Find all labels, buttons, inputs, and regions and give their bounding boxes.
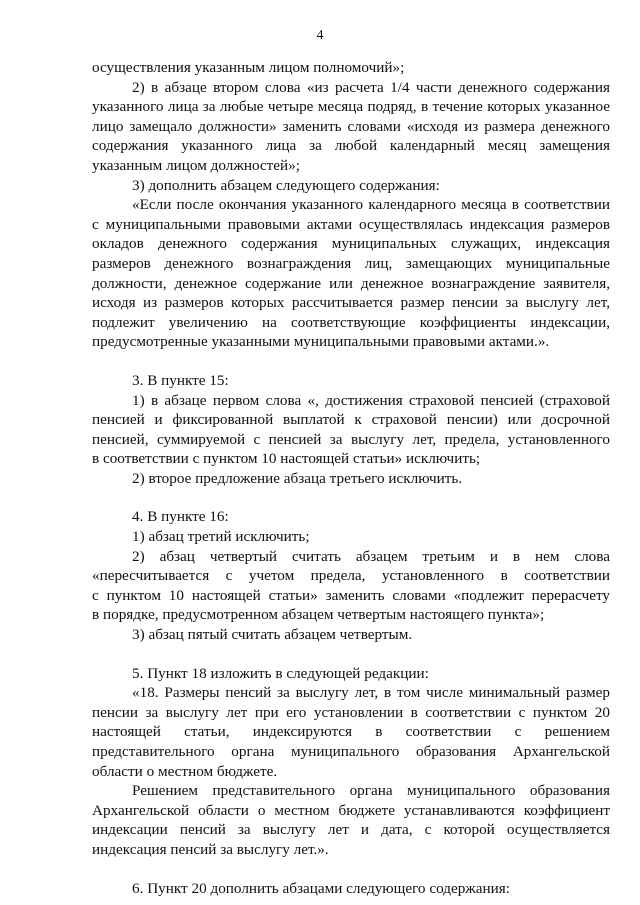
text-line: с муниципальными правовыми актами осуществлялась индексация размеров	[92, 215, 610, 233]
paragraph-subitem-2	[92, 78, 610, 176]
text-line: индексации пенсий за выслугу лет и дата, с которой осуществляется	[92, 821, 610, 839]
paragraph-quote-item-18	[92, 683, 610, 781]
text-line: лицо замещало должности» заменить словами «исходя из размера денежного	[92, 117, 610, 135]
text-line: окладов денежного содержания муниципальных служащих, индексация	[92, 235, 610, 253]
text-line: настоящей статьи, индексируются в соответствии с решением	[92, 723, 610, 741]
text-line: указанным лицом должностей»;	[92, 156, 300, 174]
text-line: 1) абзац третий исключить;	[132, 528, 310, 546]
section-heading-6	[92, 879, 610, 899]
text-line: 1) в абзаце первом слова «, достижения страховой пенсией (страховой	[132, 391, 610, 409]
section-heading-5	[92, 664, 610, 684]
text-line: Архангельской области о местном бюджете устанавливаются коэффициент	[92, 801, 610, 819]
text-line: указанного лица за любые четыре месяца подряд, в течение которых указанное	[92, 98, 610, 116]
paragraph-3-subitem-2	[92, 469, 610, 489]
text-line: «Если после окончания указанного календарного месяца в соответствии	[132, 196, 610, 214]
section-heading-3	[92, 371, 610, 391]
text-line: должности, денежное содержание или денежное вознаграждение заявителя,	[92, 274, 610, 292]
document-body	[92, 58, 610, 898]
paragraph-subitem-3	[92, 176, 610, 196]
paragraph-quote-decision	[92, 781, 610, 859]
text-line: предусмотренные указанными муниципальными правовыми актами.».	[92, 333, 550, 351]
section-heading-4	[92, 507, 610, 527]
text-line: 3. В пункте 15:	[132, 371, 229, 389]
text-line: 2) абзац четвертый считать абзацем третьим и в нем слова	[132, 547, 610, 565]
paragraph-3-subitem-1	[92, 391, 610, 469]
page-number: 4	[316, 28, 324, 43]
text-line: пенсии за выслугу лет при его установлении в соответствии с пунктом 20	[92, 703, 610, 721]
text-line: содержания указанного лица за любой календарный месяц замещения	[92, 137, 610, 155]
text-line: «18. Размеры пенсий за выслугу лет, в том числе минимальный размер	[132, 684, 610, 702]
text-line: размеров денежного вознаграждения лиц, замещающих муниципальные	[92, 254, 610, 272]
paragraph-4-subitem-1	[92, 527, 610, 547]
paragraph-quote-indexation	[92, 195, 610, 352]
text-line: 2) второе предложение абзаца третьего исключить.	[132, 469, 463, 487]
text-line: в порядке, предусмотренном абзацем четвертым настоящего пункта»;	[92, 606, 545, 624]
text-line: Решением представительного органа муниципального образования	[132, 782, 610, 800]
text-line: 2) в абзаце втором слова «из расчета 1/4 части денежного содержания	[132, 78, 610, 96]
text-line: индексация пенсий за выслугу лет.».	[92, 840, 329, 858]
text-line: осуществления указанным лицом полномочий»;	[92, 59, 405, 76]
text-line: пенсией, суммируемой с пенсией за выслугу лет, предела, установленного	[92, 430, 610, 448]
text-line: «пересчитывается с учетом предела, установленного в соответствии	[92, 567, 610, 585]
text-line: 6. Пункт 20 дополнить абзацами следующего содержания:	[132, 879, 510, 897]
text-line: 3) абзац пятый считать абзацем четвертым.	[132, 626, 413, 644]
text-line: исходя из размеров которых рассчитывается размер пенсии за выслугу лет,	[92, 294, 610, 312]
text-line: представительного органа муниципального образования Архангельской	[92, 743, 610, 760]
text-line: с пунктом 10 настоящей статьи» заменить словами «подлежит перерасчету	[92, 586, 610, 604]
text-line: подлежит увеличению на соответствующие коэффициенты индексации,	[92, 313, 610, 331]
text-line: пенсией и фиксированной выплатой к страховой пенсии) или досрочной	[92, 411, 610, 429]
paragraph-4-subitem-2	[92, 547, 610, 625]
text-line: в соответствии с пунктом 10 настоящей статьи» исключить;	[92, 450, 481, 468]
text-line: 4. В пункте 16:	[132, 508, 229, 526]
text-line: области о местном бюджете.	[92, 762, 278, 780]
text-line: 5. Пункт 18 изложить в следующей редакции:	[132, 664, 429, 682]
paragraph-item-2-tail	[92, 58, 610, 78]
text-line: 3) дополнить абзацем следующего содержания:	[132, 176, 440, 194]
paragraph-4-subitem-3	[92, 625, 610, 645]
